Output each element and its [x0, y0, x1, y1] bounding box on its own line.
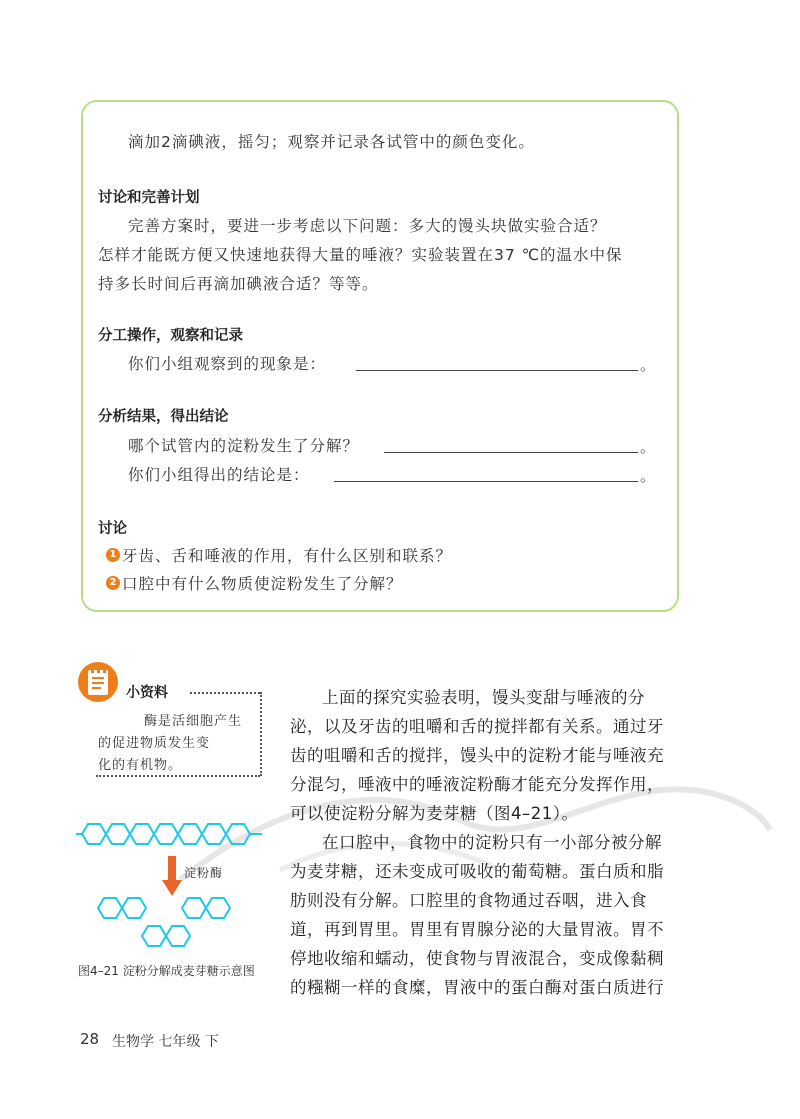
period-mark: 。	[640, 467, 656, 485]
starch-breakdown-diagram	[76, 812, 272, 958]
discuss-plan-heading: 讨论和完善计划	[98, 190, 200, 206]
figure-caption: 图4–21 淀粉分解成麦芽糖示意图	[78, 964, 255, 978]
number-badge-2: 2	[106, 576, 120, 590]
observation-answer-blank[interactable]	[356, 370, 638, 371]
body-line-5: 可以使淀粉分解为麦芽糖（图4–21）。	[290, 804, 579, 823]
sidebar-dotted-rule	[190, 692, 260, 694]
page-number: 28	[80, 1030, 100, 1048]
tube-answer-blank[interactable]	[384, 452, 638, 453]
discussion-item-2: 口腔中有什么物质使淀粉发生了分解？	[122, 575, 403, 593]
maltose-hexagon	[122, 898, 146, 918]
discuss-plan-line-3: 持多长时间后再滴加碘液合适？等等。	[98, 275, 379, 293]
analyze-prompt-1: 哪个试管内的淀粉发生了分解？	[128, 437, 360, 455]
starch-glucose-hexagon	[106, 824, 130, 844]
body-line-11: 的糨糊一样的食糜，胃液中的蛋白酶对蛋白质进行	[290, 978, 664, 997]
sidebar-line-1: 酶是活细胞产生	[144, 714, 243, 729]
body-line-9: 道，再到胃里。胃里有胃腺分泌的大量胃液。胃不	[290, 920, 664, 939]
book-title: 生物学 七年级 下	[112, 1034, 219, 1050]
body-line-4: 分混匀，唾液中的唾液淀粉酶才能充分发挥作用，	[290, 775, 664, 794]
discussion-item-1: 牙齿、舌和唾液的作用，有什么区别和联系？	[122, 547, 453, 565]
discuss-plan-line-2: 怎样才能既方便又快速地获得大量的唾液？实验装置在37 ℃的温水中保	[98, 246, 623, 264]
down-arrow-icon	[162, 856, 182, 896]
starch-glucose-hexagon	[82, 824, 106, 844]
discuss-plan-line-1: 完善方案时，要进一步考虑以下问题：多大的馒头块做实验合适？	[128, 217, 607, 235]
notebook-icon	[76, 660, 120, 704]
sidebar-dotted-rule	[260, 692, 262, 776]
starch-glucose-hexagon	[202, 824, 226, 844]
body-line-6: 在口腔中，食物中的淀粉只有一小部分被分解	[322, 833, 662, 852]
starch-glucose-hexagon	[226, 824, 250, 844]
maltose-hexagon	[98, 898, 122, 918]
analyze-heading: 分析结果，得出结论	[98, 409, 229, 425]
body-line-2: 泌，以及牙齿的咀嚼和舌的搅拌都有关系。通过牙	[290, 717, 664, 736]
body-line-8: 肪则没有分解。口腔里的食物通过吞咽，进入食	[290, 891, 647, 910]
enzyme-label: 淀粉酶	[184, 866, 224, 880]
sidebar-line-3: 化的有机物。	[98, 758, 183, 773]
sidebar-dotted-rule	[96, 775, 260, 777]
operate-heading: 分工操作，观察和记录	[98, 328, 243, 344]
period-mark: 。	[640, 438, 656, 456]
operate-prompt: 你们小组观察到的现象是：	[128, 355, 327, 373]
number-badge-1: 1	[106, 548, 120, 562]
discussion-heading: 讨论	[98, 521, 127, 537]
body-line-3: 齿的咀嚼和舌的搅拌，馒头中的淀粉才能与唾液充	[290, 746, 664, 765]
body-line-10: 停地收缩和蠕动，使食物与胃液混合，变成像黏稠	[290, 949, 664, 968]
period-mark: 。	[640, 356, 656, 374]
step-line: 滴加2滴碘液，摇匀；观察并记录各试管中的颜色变化。	[128, 133, 535, 151]
sidebar-line-2: 的促进物质发生变	[98, 736, 211, 751]
body-line-7: 为麦芽糖，还未变成可吸收的葡萄糖。蛋白质和脂	[290, 862, 664, 881]
conclusion-answer-blank[interactable]	[334, 481, 638, 482]
analyze-prompt-2: 你们小组得出的结论是：	[128, 466, 310, 484]
maltose-hexagon	[206, 898, 230, 918]
maltose-hexagon	[182, 898, 206, 918]
sidebar-title: 小资料	[126, 685, 168, 701]
maltose-hexagon	[166, 926, 190, 946]
starch-glucose-hexagon	[178, 824, 202, 844]
body-line-1: 上面的探究实验表明，馒头变甜与唾液的分	[322, 688, 645, 707]
starch-glucose-hexagon	[154, 824, 178, 844]
maltose-hexagon	[142, 926, 166, 946]
starch-glucose-hexagon	[130, 824, 154, 844]
